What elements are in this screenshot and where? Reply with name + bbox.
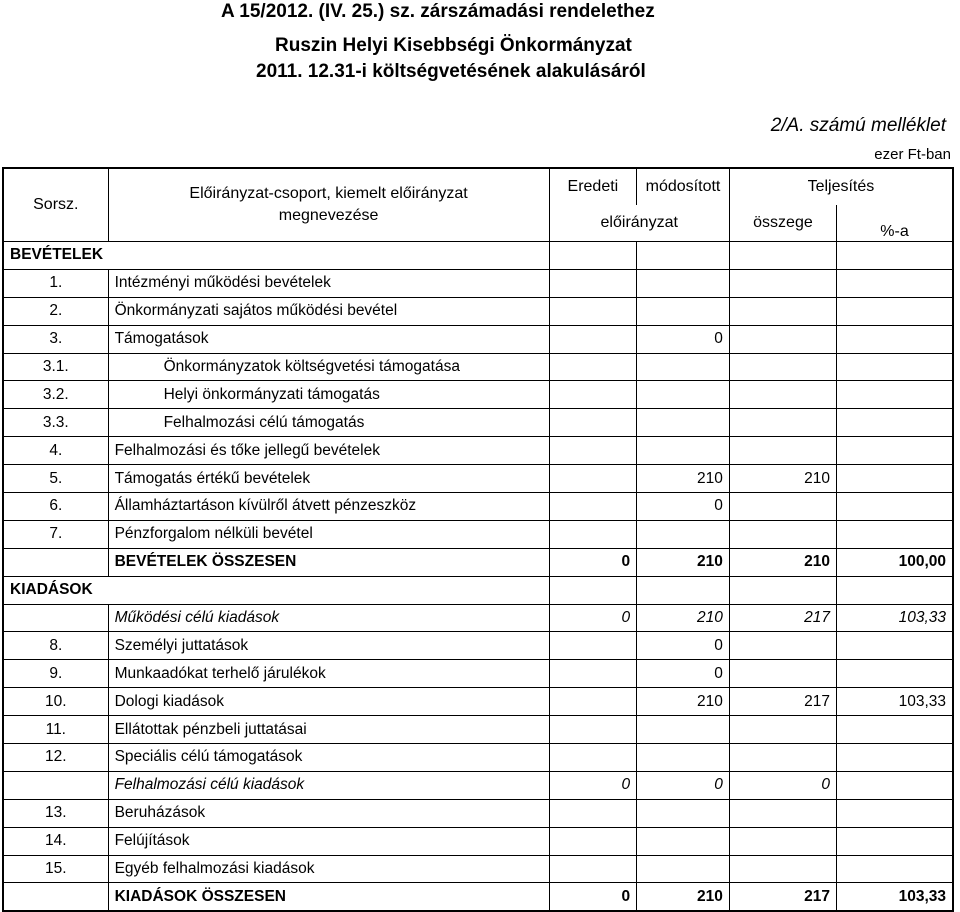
empty-cell [837,242,953,270]
row-osszeg [729,744,836,772]
row-name: Munkaadókat terhelő járulékok [108,660,549,688]
table-row [3,437,953,465]
row-pct [837,269,953,297]
col-name-header-line2: megnevezése [278,207,379,224]
row-modositott: 210 [637,688,730,716]
row-number [3,771,108,799]
row-osszeg: 217 [729,604,836,632]
row-name: Pénzforgalom nélküli bevétel [108,520,549,548]
table-row [3,269,953,297]
row-osszeg [729,855,836,883]
row-eredeti: 0 [549,771,637,799]
row-number: 14. [3,827,108,855]
empty-cell [3,548,108,576]
table-row [3,381,953,409]
empty-cell [637,242,730,270]
row-modositott: 0 [637,771,730,799]
row-eredeti [549,688,637,716]
table-row [3,493,953,521]
table-row [3,297,953,325]
table-row [3,855,953,883]
row-osszeg [729,409,836,437]
row-osszeg [729,716,836,744]
table-row [3,465,953,493]
row-number: 7. [3,520,108,548]
empty-cell [729,576,836,604]
row-modositott [637,744,730,772]
row-name: Működési célú kiadások [108,604,549,632]
income-section-label: BEVÉTELEK [3,242,549,270]
row-name: Felhalmozási és tőke jellegű bevételek [108,437,549,465]
row-osszeg: 210 [729,465,836,493]
organization-name: Ruszin Helyi Kisebbségi Önkormányzat [275,35,632,56]
row-number: 3.2. [3,381,108,409]
col-name-header [108,168,549,242]
row-eredeti [549,660,637,688]
table-row [3,799,953,827]
total-modositott: 210 [637,548,730,576]
row-eredeti [549,269,637,297]
row-pct: 103,33 [837,604,953,632]
document-title: 2011. 12.31-i költségvetésének alakulásáról [256,61,646,82]
row-eredeti [549,744,637,772]
row-eredeti [549,520,637,548]
table-row [3,744,953,772]
empty-cell [837,576,953,604]
row-name: Támogatás értékű bevételek [108,465,549,493]
row-pct [837,771,953,799]
row-pct [837,855,953,883]
total-eredeti: 0 [549,548,637,576]
row-name: Felújítások [108,827,549,855]
col-teljesites-header: Teljesítés [729,168,953,205]
row-modositott: 0 [637,660,730,688]
row-modositott: 0 [637,493,730,521]
row-modositott: 210 [637,604,730,632]
row-eredeti [549,493,637,521]
table-row [3,716,953,744]
row-number: 3.3. [3,409,108,437]
row-osszeg: 217 [729,688,836,716]
row-pct [837,716,953,744]
row-pct [837,493,953,521]
total-modositott: 210 [637,883,730,911]
expense-total-row [3,883,953,911]
total-eredeti: 0 [549,883,637,911]
row-name: Beruházások [108,799,549,827]
row-modositott [637,520,730,548]
total-label: BEVÉTELEK ÖSSZESEN [108,548,549,576]
row-modositott [637,716,730,744]
row-eredeti [549,855,637,883]
row-name: Egyéb felhalmozási kiadások [108,855,549,883]
row-pct [837,437,953,465]
expense-section-label: KIADÁSOK [3,576,549,604]
row-name: Államháztartáson kívülről átvett pénzeszköz [108,493,549,521]
row-modositott [637,353,730,381]
row-osszeg [729,437,836,465]
row-number: 10. [3,688,108,716]
row-pct [837,381,953,409]
row-name: Dologi kiadások [108,688,549,716]
table-row [3,660,953,688]
col-eredeti-header: Eredeti [549,168,637,205]
table-row [3,771,953,799]
row-name: Helyi önkormányzati támogatás [108,381,549,409]
empty-cell [729,242,836,270]
row-eredeti [549,297,637,325]
row-pct [837,799,953,827]
row-osszeg [729,381,836,409]
row-eredeti [549,353,637,381]
row-number: 4. [3,437,108,465]
row-eredeti [549,827,637,855]
row-modositott [637,827,730,855]
col-modositott-header: módosított [637,168,730,205]
row-number: 13. [3,799,108,827]
row-number: 9. [3,660,108,688]
row-eredeti [549,799,637,827]
row-name: Támogatások [108,325,549,353]
row-number: 2. [3,297,108,325]
document-reference: A 15/2012. (IV. 25.) sz. zárszámadási rendelethez [221,1,655,22]
row-name: Ellátottak pénzbeli juttatásai [108,716,549,744]
table-row [3,325,953,353]
row-osszeg [729,827,836,855]
expense-section-row [3,576,953,604]
row-number [3,604,108,632]
row-modositott [637,297,730,325]
table-row [3,353,953,381]
table-row [3,827,953,855]
row-eredeti [549,632,637,660]
row-modositott [637,409,730,437]
unit-label: ezer Ft-ban [874,146,951,163]
col-eloiranyzat-header: előirányzat [549,205,729,242]
row-eredeti [549,437,637,465]
income-total-row [3,548,953,576]
row-modositott [637,269,730,297]
row-osszeg [729,353,836,381]
row-modositott: 210 [637,465,730,493]
row-modositott [637,799,730,827]
col-name-header-line1: Előirányzat-csoport, kiemelt előirányzat [189,185,468,202]
row-eredeti [549,465,637,493]
row-eredeti [549,325,637,353]
empty-cell [3,883,108,911]
row-eredeti [549,381,637,409]
row-osszeg [729,520,836,548]
row-number: 1. [3,269,108,297]
empty-cell [549,576,637,604]
total-pct: 100,00 [837,548,953,576]
row-number: 8. [3,632,108,660]
row-number: 6. [3,493,108,521]
total-osszeg: 210 [729,548,836,576]
row-eredeti [549,409,637,437]
row-eredeti: 0 [549,604,637,632]
row-modositott [637,381,730,409]
row-number: 12. [3,744,108,772]
row-osszeg [729,297,836,325]
row-modositott: 0 [637,632,730,660]
income-section-row [3,242,953,270]
total-pct: 103,33 [837,883,953,911]
row-pct [837,409,953,437]
row-pct [837,520,953,548]
row-name: Önkormányzatok költségvetési támogatása [108,353,549,381]
row-name: Intézményi működési bevételek [108,269,549,297]
row-number: 11. [3,716,108,744]
row-eredeti [549,716,637,744]
row-pct [837,353,953,381]
row-pct [837,632,953,660]
row-number: 3.1. [3,353,108,381]
row-pct [837,297,953,325]
row-osszeg [729,493,836,521]
row-number: 3. [3,325,108,353]
row-osszeg [729,632,836,660]
row-name: Önkormányzati sajátos működési bevétel [108,297,549,325]
table-row [3,688,953,716]
row-name: Felhalmozási célú támogatás [108,409,549,437]
empty-cell [549,242,637,270]
row-name: Személyi juttatások [108,632,549,660]
col-osszege-header: összege [729,205,836,242]
budget-table [2,167,954,912]
row-osszeg [729,269,836,297]
row-name: Speciális célú támogatások [108,744,549,772]
row-pct [837,827,953,855]
row-osszeg [729,325,836,353]
header-row-1 [3,168,953,205]
row-osszeg [729,660,836,688]
empty-cell [637,576,730,604]
annex-label: 2/A. számú melléklet [770,115,946,136]
table-row [3,632,953,660]
row-modositott [637,855,730,883]
row-number: 15. [3,855,108,883]
row-name: Felhalmozási célú kiadások [108,771,549,799]
row-pct [837,465,953,493]
table-row [3,604,953,632]
row-osszeg [729,799,836,827]
row-modositott [637,437,730,465]
col-sorsz-header: Sorsz. [3,168,108,242]
row-pct: 103,33 [837,688,953,716]
row-osszeg: 0 [729,771,836,799]
col-pct-header: %-a [837,205,953,242]
row-number: 5. [3,465,108,493]
row-modositott: 0 [637,325,730,353]
table-row [3,520,953,548]
row-pct [837,744,953,772]
row-pct [837,325,953,353]
total-osszeg: 217 [729,883,836,911]
total-label: KIADÁSOK ÖSSZESEN [108,883,549,911]
row-pct [837,660,953,688]
table-row [3,409,953,437]
